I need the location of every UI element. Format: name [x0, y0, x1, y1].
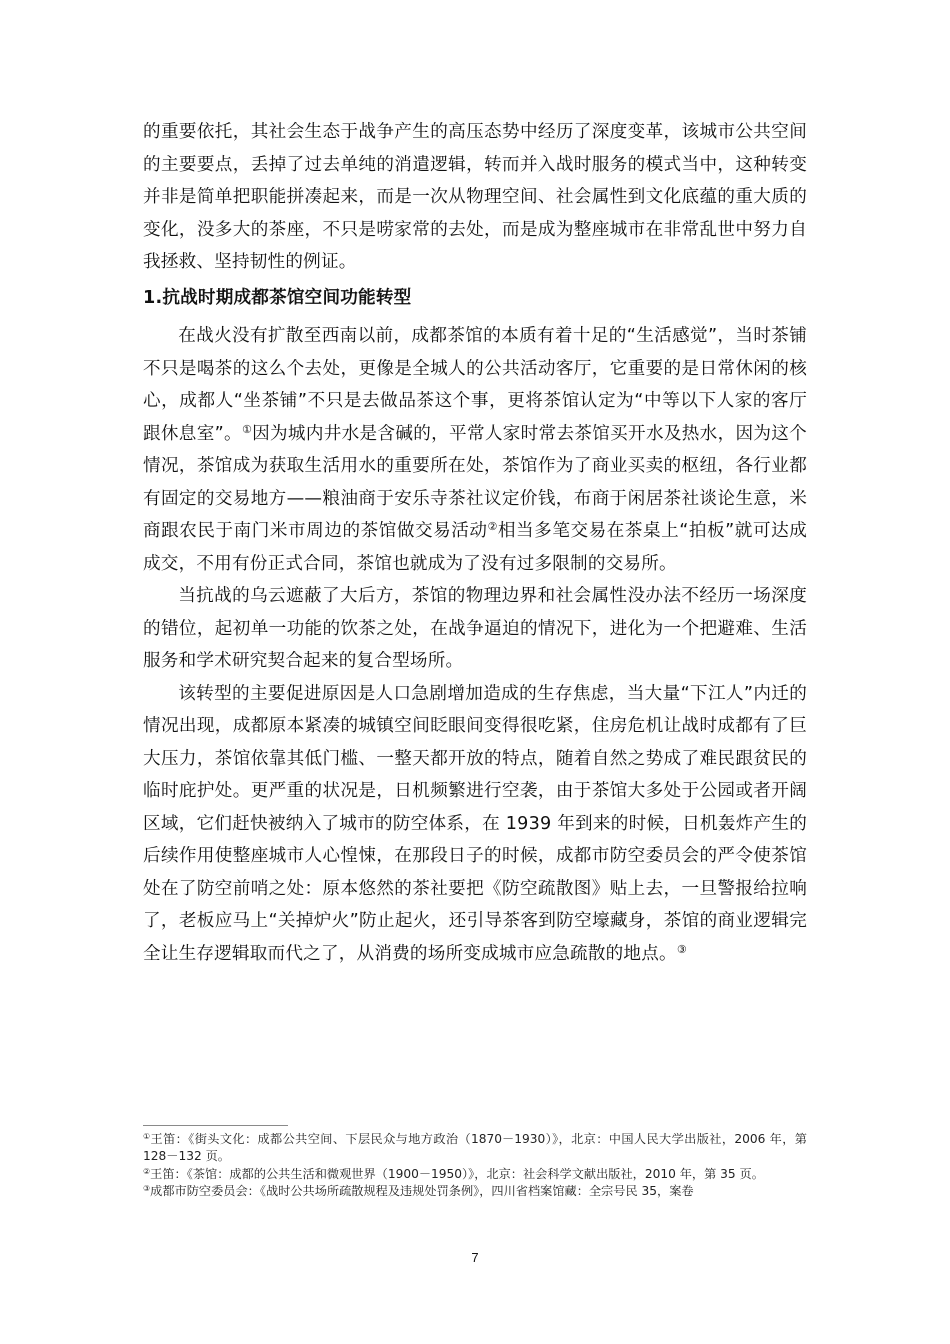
footnote-2 — [143, 1166, 807, 1183]
paragraph-2: 当抗战的乌云遮蔽了大后方，茶馆的物理边界和社会属性没办法不经历一场深度的错位，起初单一功能的饮茶之处，在战争逼迫的情况下，进化为一个把避难、生活服务和学术研究契合起来的复合型场所。 — [143, 586, 807, 671]
footnote-1 — [143, 1131, 807, 1165]
footnote-mark: ② — [143, 1166, 151, 1176]
paragraph-1 — [143, 320, 807, 580]
footnotes — [143, 1131, 807, 1201]
footnote-ref-3[interactable]: ③ — [676, 942, 687, 956]
footnote-text: 成都市防空委员会：《战时公共场所疏散规程及违规处罚条例》，四川省档案馆藏：全宗号民 35，案卷 — [150, 1184, 694, 1198]
section-heading: 1.抗战时期成都茶馆空间功能转型 — [143, 287, 412, 308]
paragraph-continued: 的重要依托，其社会生态于战争产生的高压态势中经历了深度变革，该城市公共空间的主要要点，丢掉了过去单纯的消遣逻辑，转而并入战时服务的模式当中，这种转变并非是简单把职能拼凑起来，而是一次从物理空间、社会属性到文化底蕴的重大质的变化，没多大的茶座，不只是唠家常的去处，而是成为整座城市在非常乱世中努力自我拯救、坚持韧性的例证。 — [143, 122, 807, 272]
footnote-text: 王笛：《茶馆：成都的公共生活和微观世界（1900－1950）》，北京：社会科学文献出版社，2010 年，第 35 页。 — [150, 1166, 764, 1181]
footnote-3 — [143, 1183, 807, 1200]
body-text — [143, 116, 807, 970]
paragraph-3-text: 该转型的主要促进原因是人口急剧增加造成的生存焦虑，当大量“下江人”内迁的情况出现，成都原本紧凑的城镇空间眨眼间变得很吃紧，住房危机让战时成都有了巨大压力，茶馆依靠其低门槛、一整天都开放的特点，随着自然之势成了难民跟贫民的临时庇护处。更严重的状况是，日机频繁进行空袭，由于茶馆大多处于公园或者开阔区域，它们赶快被纳入了城市的防空体系，在 1939 年到来的时候，日机轰炸产生的后续作用使整座城市人心惶悚，在那段日子的时候，成都市防空委员会的严令使茶馆处在了防空前哨之处：原本悠然的茶社要把《防空疏散图》贴上去，一旦警报给拉响了，老板应马上“关掉炉火”防止起火，还引导茶客到防空壕藏身，茶馆的商业逻辑完全让生存逻辑取而代之了，从消费的场所变成城市应急疏散的地点。 — [143, 683, 807, 964]
paragraph-1-part-b: 因为城内井水是含碱的，平常人家时常去茶馆买开水及热水，因为这个情况，茶馆成为获取生活用水的重要所在处，茶馆作为了商业买卖的枢纽，各行业都有固定的交易地方——粮油商于安乐寺茶社议定价钱，布商于闲居茶社谈论生意，米商跟农民于南门米市周边的茶馆做交易活动 — [143, 423, 807, 541]
paragraph-1-part-a: 在战火没有扩散至西南以前，成都茶馆的本质有着十足的“生活感觉”，当时茶铺不只是喝茶的这么个去处，更像是全城人的公共活动客厅，它重要的是日常休闲的核心，成都人“坐茶铺”不只是去做品茶这个事，更将茶馆认定为“中等以下人家的客厅跟休息室”。 — [143, 326, 807, 444]
footnote-ref-2[interactable]: ② — [487, 520, 498, 533]
footnote-mark: ③ — [143, 1184, 151, 1193]
footnote-ref-1[interactable]: ① — [241, 422, 253, 436]
page-number: 7 — [471, 1250, 479, 1265]
footnote-mark: ① — [143, 1132, 151, 1141]
footnote-separator — [143, 1125, 288, 1126]
footnote-text: 王笛：《街头文化：成都公共空间、下层民众与地方政治（1870－1930）》，北京：中国人民大学出版社，2006 年，第 128－132 页。 — [143, 1132, 807, 1163]
paragraph-1-part-c: 相当多笔交易在茶桌上“拍板”就可达成成交，不用有份正式合同，茶馆也就成为了没有过多限制的交易所。 — [143, 521, 807, 574]
paragraph-3 — [143, 678, 807, 971]
